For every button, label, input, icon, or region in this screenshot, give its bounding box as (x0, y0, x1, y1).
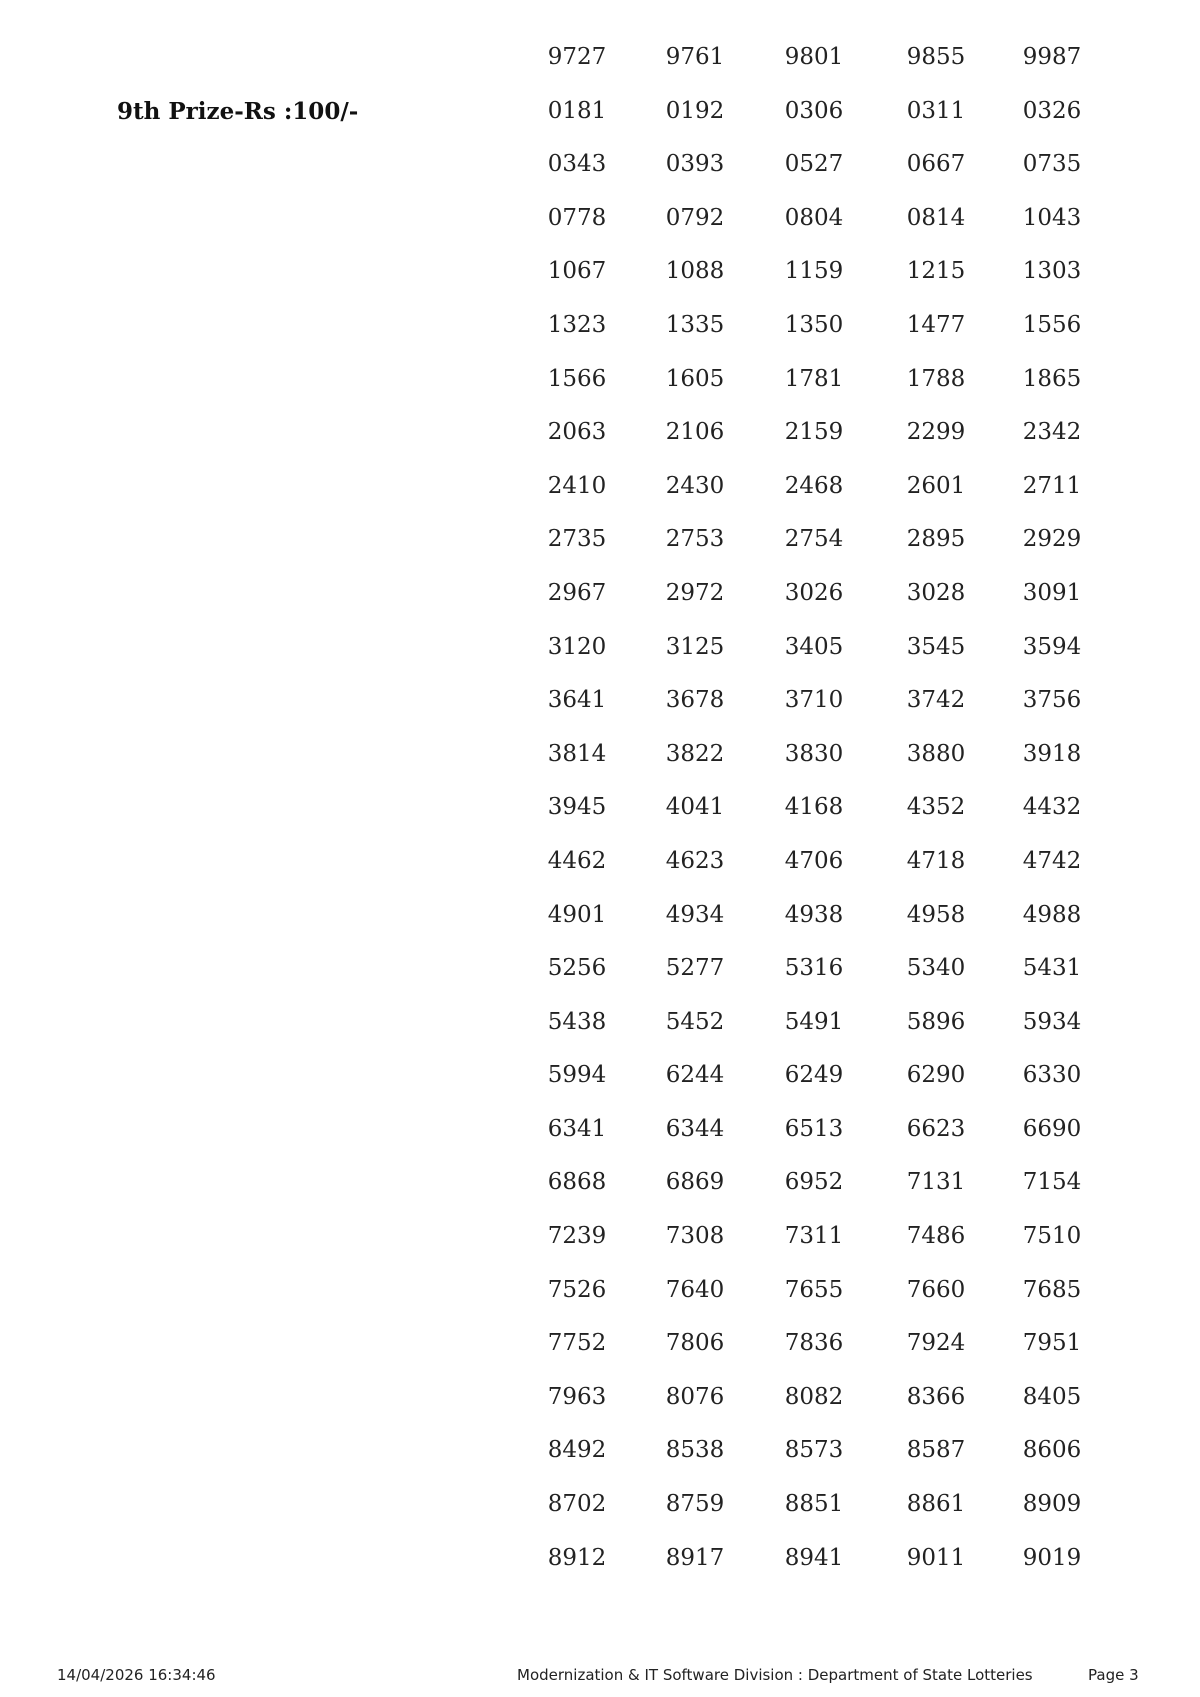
ticket-number: 9727 (547, 44, 607, 70)
ticket-number: 7486 (906, 1223, 966, 1250)
number-row (0, 733, 1200, 787)
number-row (0, 1429, 1200, 1483)
ticket-number: 7660 (906, 1276, 966, 1303)
number-row (0, 626, 1200, 680)
ticket-number: 3814 (547, 740, 607, 767)
number-row (0, 90, 1200, 144)
ticket-number: 0306 (784, 97, 844, 124)
ticket-number: 0393 (665, 151, 725, 178)
ticket-number: 7655 (784, 1276, 844, 1303)
number-row (0, 465, 1200, 519)
ticket-number: 6690 (1022, 1115, 1082, 1142)
number-row (0, 1376, 1200, 1430)
ticket-number: 2063 (547, 419, 607, 446)
ticket-number: 8405 (1022, 1383, 1082, 1410)
ticket-number: 5340 (906, 955, 966, 982)
footer-timestamp: 14/04/2026 16:34:46 (57, 1666, 216, 1684)
ticket-number: 9019 (1022, 1544, 1082, 1571)
number-row (0, 572, 1200, 626)
ticket-number: 0343 (547, 151, 607, 178)
ticket-number: 2468 (784, 472, 844, 499)
ticket-number: 6952 (784, 1169, 844, 1196)
ticket-number: 4352 (906, 794, 966, 821)
ticket-number: 2972 (665, 579, 725, 606)
ticket-number: 8909 (1022, 1491, 1082, 1518)
number-row (0, 1108, 1200, 1162)
ticket-number: 0527 (784, 151, 844, 178)
footer-organization: Modernization & IT Software Division : Department of State Lotteries (517, 1666, 1033, 1684)
ticket-number: 6868 (547, 1169, 607, 1196)
ticket-number: 8492 (547, 1437, 607, 1464)
ticket-number: 7836 (784, 1330, 844, 1357)
ticket-number: 4623 (665, 847, 725, 874)
ticket-number: 3594 (1022, 633, 1082, 660)
number-row (0, 1161, 1200, 1215)
number-row (0, 358, 1200, 412)
ticket-number: 3822 (665, 740, 725, 767)
ticket-number: 3756 (1022, 687, 1082, 714)
ticket-number: 0778 (547, 204, 607, 231)
ticket-number: 3091 (1022, 579, 1082, 606)
ticket-number: 3918 (1022, 740, 1082, 767)
ticket-number: 8587 (906, 1437, 966, 1464)
number-row (0, 518, 1200, 572)
ticket-number: 8912 (547, 1544, 607, 1571)
number-row (0, 1269, 1200, 1323)
ticket-number: 4988 (1022, 901, 1082, 928)
ticket-number: 2430 (665, 472, 725, 499)
ticket-number: 1067 (547, 258, 607, 285)
ticket-number: 3710 (784, 687, 844, 714)
ticket-number: 1566 (547, 365, 607, 392)
ticket-number: 6341 (547, 1115, 607, 1142)
ticket-number: 8702 (547, 1491, 607, 1518)
ticket-number: 6623 (906, 1115, 966, 1142)
ticket-number: 2299 (906, 419, 966, 446)
number-row (0, 840, 1200, 894)
ticket-number: 4718 (906, 847, 966, 874)
ticket-number: 5316 (784, 955, 844, 982)
number-row (0, 1483, 1200, 1537)
ticket-number: 1781 (784, 365, 844, 392)
ticket-number: 8606 (1022, 1437, 1082, 1464)
ticket-number: 3742 (906, 687, 966, 714)
ticket-number: 3026 (784, 579, 844, 606)
footer-page-number: Page 3 (1088, 1666, 1139, 1684)
ticket-number: 3028 (906, 579, 966, 606)
ticket-number: 0804 (784, 204, 844, 231)
winning-numbers-grid (0, 36, 1200, 1590)
ticket-number: 5256 (547, 955, 607, 982)
ticket-number: 6330 (1022, 1062, 1082, 1089)
ticket-number: 3678 (665, 687, 725, 714)
ticket-number: 8366 (906, 1383, 966, 1410)
ticket-number: 5491 (784, 1008, 844, 1035)
ticket-number: 2735 (547, 526, 607, 553)
ticket-number: 6244 (665, 1062, 725, 1089)
ticket-number: 4934 (665, 901, 725, 928)
ticket-number: 5896 (906, 1008, 966, 1035)
ticket-number: 3125 (665, 633, 725, 660)
ticket-number: 2106 (665, 419, 725, 446)
ticket-number: 6249 (784, 1062, 844, 1089)
ticket-number: 1323 (547, 311, 607, 338)
number-row (0, 679, 1200, 733)
ticket-number: 4432 (1022, 794, 1082, 821)
ticket-number: 7752 (547, 1330, 607, 1357)
ticket-number: 1088 (665, 258, 725, 285)
ticket-number: 2159 (784, 419, 844, 446)
ticket-number: 8851 (784, 1491, 844, 1518)
ticket-number: 4742 (1022, 847, 1082, 874)
ticket-number: 7311 (784, 1223, 844, 1250)
ticket-number: 5438 (547, 1008, 607, 1035)
ticket-number: 7526 (547, 1276, 607, 1303)
prize-heading: 9th Prize-Rs :100/- (117, 98, 359, 125)
number-row (0, 1322, 1200, 1376)
ticket-number: 1477 (906, 311, 966, 338)
ticket-number: 7951 (1022, 1330, 1082, 1357)
ticket-number: 8082 (784, 1383, 844, 1410)
ticket-number: 0192 (665, 97, 725, 124)
ticket-number: 1043 (1022, 204, 1082, 231)
ticket-number: 2711 (1022, 472, 1082, 499)
ticket-number: 2754 (784, 526, 844, 553)
ticket-number: 1556 (1022, 311, 1082, 338)
ticket-number: 7154 (1022, 1169, 1082, 1196)
ticket-number: 9987 (1022, 44, 1082, 70)
ticket-number: 3545 (906, 633, 966, 660)
ticket-number: 8076 (665, 1383, 725, 1410)
ticket-number: 8538 (665, 1437, 725, 1464)
ticket-number: 9761 (665, 44, 725, 70)
ticket-number: 8941 (784, 1544, 844, 1571)
number-row (0, 411, 1200, 465)
ticket-number: 7685 (1022, 1276, 1082, 1303)
ticket-number: 5431 (1022, 955, 1082, 982)
ticket-number: 8861 (906, 1491, 966, 1518)
number-row (0, 1054, 1200, 1108)
ticket-number: 8573 (784, 1437, 844, 1464)
ticket-number: 0326 (1022, 97, 1082, 124)
ticket-number: 0667 (906, 151, 966, 178)
ticket-number: 6869 (665, 1169, 725, 1196)
ticket-number: 3880 (906, 740, 966, 767)
number-row (0, 250, 1200, 304)
ticket-number: 4168 (784, 794, 844, 821)
ticket-number: 1350 (784, 311, 844, 338)
ticket-number: 4462 (547, 847, 607, 874)
ticket-number: 6344 (665, 1115, 725, 1142)
ticket-number: 4938 (784, 901, 844, 928)
number-row (0, 304, 1200, 358)
ticket-number: 0181 (547, 97, 607, 124)
ticket-number: 2601 (906, 472, 966, 499)
ticket-number: 0814 (906, 204, 966, 231)
ticket-number: 5277 (665, 955, 725, 982)
number-row (0, 197, 1200, 251)
ticket-number: 6290 (906, 1062, 966, 1089)
ticket-number: 7640 (665, 1276, 725, 1303)
ticket-number: 7924 (906, 1330, 966, 1357)
ticket-number: 5994 (547, 1062, 607, 1089)
number-row (0, 1215, 1200, 1269)
ticket-number: 4041 (665, 794, 725, 821)
ticket-number: 5934 (1022, 1008, 1082, 1035)
ticket-number: 7963 (547, 1383, 607, 1410)
ticket-number: 9855 (906, 44, 966, 70)
ticket-number: 5452 (665, 1008, 725, 1035)
ticket-number: 4958 (906, 901, 966, 928)
ticket-number: 1335 (665, 311, 725, 338)
ticket-number: 8917 (665, 1544, 725, 1571)
ticket-number: 1303 (1022, 258, 1082, 285)
ticket-number: 2410 (547, 472, 607, 499)
ticket-number: 2895 (906, 526, 966, 553)
ticket-number: 8759 (665, 1491, 725, 1518)
ticket-number: 9801 (784, 44, 844, 70)
number-row (0, 143, 1200, 197)
ticket-number: 1865 (1022, 365, 1082, 392)
ticket-number: 6513 (784, 1115, 844, 1142)
ticket-number: 4706 (784, 847, 844, 874)
number-row (0, 1001, 1200, 1055)
number-row (0, 1537, 1200, 1591)
ticket-number: 3830 (784, 740, 844, 767)
ticket-number: 3405 (784, 633, 844, 660)
ticket-number: 2929 (1022, 526, 1082, 553)
ticket-number: 4901 (547, 901, 607, 928)
ticket-number: 0735 (1022, 151, 1082, 178)
ticket-number: 1788 (906, 365, 966, 392)
ticket-number: 7308 (665, 1223, 725, 1250)
ticket-number: 1605 (665, 365, 725, 392)
ticket-number: 2967 (547, 579, 607, 606)
ticket-number: 3945 (547, 794, 607, 821)
ticket-number: 1159 (784, 258, 844, 285)
ticket-number: 3120 (547, 633, 607, 660)
ticket-number: 9011 (906, 1544, 966, 1571)
ticket-number: 0311 (906, 97, 966, 124)
ticket-number: 2342 (1022, 419, 1082, 446)
number-row (0, 894, 1200, 948)
ticket-number: 7131 (906, 1169, 966, 1196)
ticket-number: 2753 (665, 526, 725, 553)
ticket-number: 0792 (665, 204, 725, 231)
number-row (0, 947, 1200, 1001)
ticket-number: 7239 (547, 1223, 607, 1250)
ticket-number: 3641 (547, 687, 607, 714)
ticket-number: 7806 (665, 1330, 725, 1357)
ticket-number: 1215 (906, 258, 966, 285)
ticket-number: 7510 (1022, 1223, 1082, 1250)
number-row (0, 36, 1200, 90)
number-row (0, 786, 1200, 840)
